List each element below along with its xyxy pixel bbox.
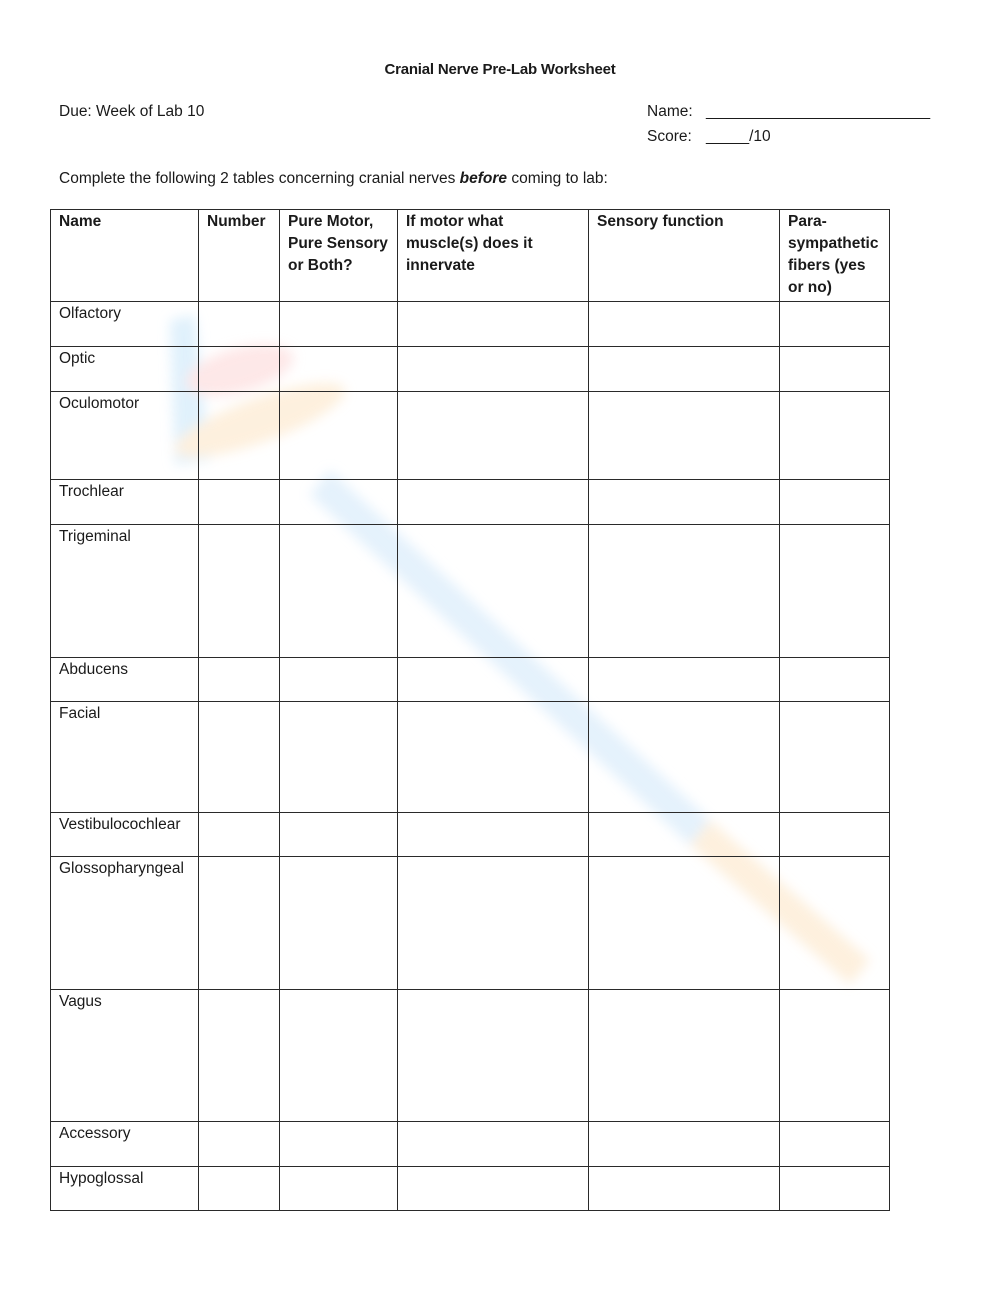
number-answer-cell[interactable] bbox=[199, 480, 280, 525]
motor-sensory-answer-cell[interactable] bbox=[280, 813, 398, 857]
number-answer-cell[interactable] bbox=[199, 702, 280, 813]
motor-sensory-answer-cell[interactable] bbox=[280, 525, 398, 658]
instructions-emphasis: before bbox=[459, 170, 508, 187]
sensory-function-answer-cell[interactable] bbox=[589, 392, 780, 480]
sensory-function-answer-cell[interactable] bbox=[589, 702, 780, 813]
table-row bbox=[51, 525, 890, 658]
muscles-answer-cell[interactable] bbox=[398, 392, 589, 480]
header-name: Name bbox=[51, 210, 199, 302]
parasympathetic-answer-cell[interactable] bbox=[780, 990, 890, 1122]
header-parasympathetic: Para- sympathetic fibers (yes or no) bbox=[780, 210, 890, 302]
muscles-answer-cell[interactable] bbox=[398, 302, 589, 347]
number-answer-cell[interactable] bbox=[199, 1167, 280, 1211]
motor-sensory-answer-cell[interactable] bbox=[280, 1122, 398, 1167]
parasympathetic-answer-cell[interactable] bbox=[780, 392, 890, 480]
motor-sensory-answer-cell[interactable] bbox=[280, 302, 398, 347]
number-answer-cell[interactable] bbox=[199, 658, 280, 702]
motor-sensory-answer-cell[interactable] bbox=[280, 347, 398, 392]
nerve-name-cell: Hypoglossal bbox=[51, 1167, 199, 1211]
nerve-name-cell: Abducens bbox=[51, 658, 199, 702]
sensory-function-answer-cell[interactable] bbox=[589, 990, 780, 1122]
number-answer-cell[interactable] bbox=[199, 990, 280, 1122]
parasympathetic-answer-cell[interactable] bbox=[780, 658, 890, 702]
number-answer-cell[interactable] bbox=[199, 392, 280, 480]
table-row bbox=[51, 813, 890, 857]
table-row bbox=[51, 347, 890, 392]
header-motor-sensory: Pure Motor, Pure Sensory or Both? bbox=[280, 210, 398, 302]
sensory-function-answer-cell[interactable] bbox=[589, 302, 780, 347]
score-field-row bbox=[647, 128, 771, 146]
number-answer-cell[interactable] bbox=[199, 302, 280, 347]
nerve-name-cell: Trochlear bbox=[51, 480, 199, 525]
table-body bbox=[51, 302, 890, 1211]
nerve-name-cell: Oculomotor bbox=[51, 392, 199, 480]
sensory-function-answer-cell[interactable] bbox=[589, 480, 780, 525]
score-blank[interactable]: _____/10 bbox=[706, 128, 771, 145]
nerve-name-cell: Vagus bbox=[51, 990, 199, 1122]
parasympathetic-answer-cell[interactable] bbox=[780, 525, 890, 658]
sensory-function-answer-cell[interactable] bbox=[589, 813, 780, 857]
muscles-answer-cell[interactable] bbox=[398, 658, 589, 702]
number-answer-cell[interactable] bbox=[199, 347, 280, 392]
table-row bbox=[51, 392, 890, 480]
muscles-answer-cell[interactable] bbox=[398, 480, 589, 525]
parasympathetic-answer-cell[interactable] bbox=[780, 480, 890, 525]
muscles-answer-cell[interactable] bbox=[398, 857, 589, 990]
sensory-function-answer-cell[interactable] bbox=[589, 347, 780, 392]
header-number: Number bbox=[199, 210, 280, 302]
muscles-answer-cell[interactable] bbox=[398, 1122, 589, 1167]
table-row bbox=[51, 702, 890, 813]
table-row bbox=[51, 302, 890, 347]
muscles-answer-cell[interactable] bbox=[398, 702, 589, 813]
table-header-row bbox=[51, 210, 890, 302]
motor-sensory-answer-cell[interactable] bbox=[280, 702, 398, 813]
instructions-text-2: coming to lab: bbox=[507, 170, 608, 187]
number-answer-cell[interactable] bbox=[199, 1122, 280, 1167]
nerve-name-cell: Olfactory bbox=[51, 302, 199, 347]
due-date: Due: Week of Lab 10 bbox=[59, 103, 205, 120]
parasympathetic-answer-cell[interactable] bbox=[780, 302, 890, 347]
muscles-answer-cell[interactable] bbox=[398, 1167, 589, 1211]
motor-sensory-answer-cell[interactable] bbox=[280, 990, 398, 1122]
nerve-name-cell: Vestibulocochlear bbox=[51, 813, 199, 857]
table-row bbox=[51, 1122, 890, 1167]
instructions-text-1: Complete the following 2 tables concerning cranial nerves bbox=[59, 170, 460, 187]
score-label: Score: bbox=[647, 128, 692, 145]
motor-sensory-answer-cell[interactable] bbox=[280, 1167, 398, 1211]
parasympathetic-answer-cell[interactable] bbox=[780, 857, 890, 990]
motor-sensory-answer-cell[interactable] bbox=[280, 480, 398, 525]
parasympathetic-answer-cell[interactable] bbox=[780, 1122, 890, 1167]
table-row bbox=[51, 1167, 890, 1211]
muscles-answer-cell[interactable] bbox=[398, 813, 589, 857]
motor-sensory-answer-cell[interactable] bbox=[280, 658, 398, 702]
motor-sensory-answer-cell[interactable] bbox=[280, 857, 398, 990]
parasympathetic-answer-cell[interactable] bbox=[780, 813, 890, 857]
parasympathetic-answer-cell[interactable] bbox=[780, 702, 890, 813]
nerve-name-cell: Optic bbox=[51, 347, 199, 392]
muscles-answer-cell[interactable] bbox=[398, 347, 589, 392]
parasympathetic-answer-cell[interactable] bbox=[780, 347, 890, 392]
sensory-function-answer-cell[interactable] bbox=[589, 1122, 780, 1167]
name-blank[interactable]: __________________________ bbox=[706, 103, 931, 120]
table-row bbox=[51, 480, 890, 525]
header-muscles-innervated: If motor what muscle(s) does it innervate bbox=[398, 210, 589, 302]
worksheet-title: Cranial Nerve Pre-Lab Worksheet bbox=[384, 61, 616, 78]
muscles-answer-cell[interactable] bbox=[398, 990, 589, 1122]
sensory-function-answer-cell[interactable] bbox=[589, 857, 780, 990]
motor-sensory-answer-cell[interactable] bbox=[280, 392, 398, 480]
parasympathetic-answer-cell[interactable] bbox=[780, 1167, 890, 1211]
nerve-name-cell: Accessory bbox=[51, 1122, 199, 1167]
table-row bbox=[51, 990, 890, 1122]
muscles-answer-cell[interactable] bbox=[398, 525, 589, 658]
number-answer-cell[interactable] bbox=[199, 525, 280, 658]
sensory-function-answer-cell[interactable] bbox=[589, 525, 780, 658]
number-answer-cell[interactable] bbox=[199, 813, 280, 857]
nerve-name-cell: Facial bbox=[51, 702, 199, 813]
sensory-function-answer-cell[interactable] bbox=[589, 1167, 780, 1211]
table-row bbox=[51, 857, 890, 990]
sensory-function-answer-cell[interactable] bbox=[589, 658, 780, 702]
instructions bbox=[59, 170, 608, 188]
name-field-row bbox=[647, 103, 930, 121]
header-sensory-function: Sensory function bbox=[589, 210, 780, 302]
table-row bbox=[51, 658, 890, 702]
name-label: Name: bbox=[647, 103, 693, 120]
number-answer-cell[interactable] bbox=[199, 857, 280, 990]
cranial-nerve-table bbox=[50, 209, 890, 1211]
nerve-name-cell: Trigeminal bbox=[51, 525, 199, 658]
nerve-name-cell: Glossopharyngeal bbox=[51, 857, 199, 990]
